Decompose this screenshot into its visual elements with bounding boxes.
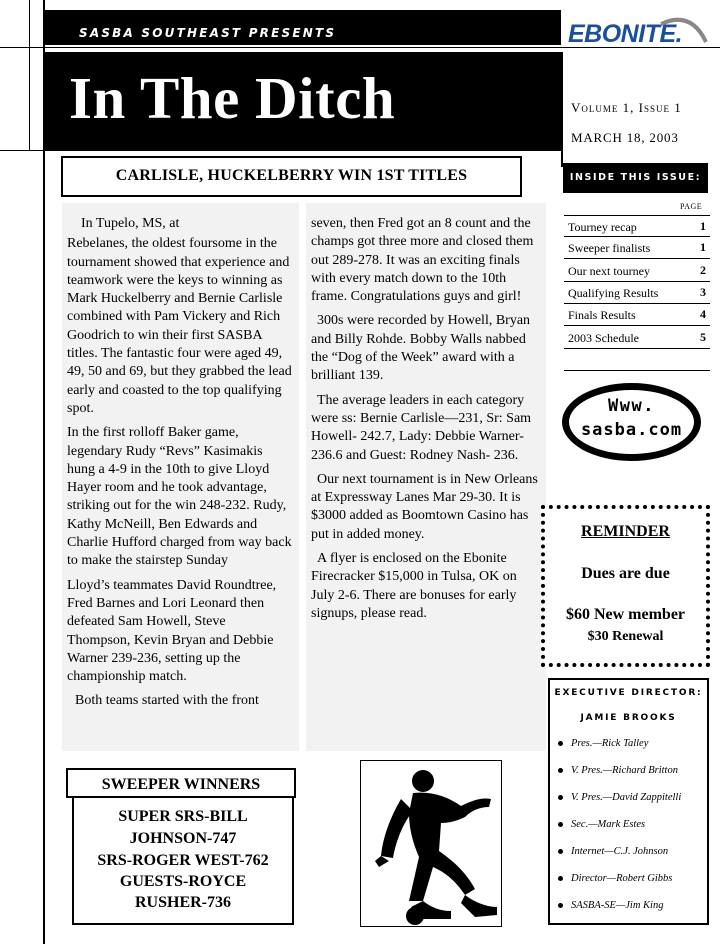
article-paragraph: The average leaders in each category were ss: Bernie Carlisle—231, Sr: Sam Howell- 242.7, Lady: Debbie Warner- 236.6 and Guest: Rodney Nash- 236. xyxy=(311,392,532,463)
officer-text: V. Pres.—David Zappitelli xyxy=(571,792,682,803)
executive-name: JAMIE BROOKS xyxy=(580,713,677,723)
article-paragraph: Rebelanes, the oldest foursome in the tournament showed that experience and teamwork were the keys to winning as Mark Huckelberry and Bernie Carlisle combined with Pam Vickery and Rich Goodrich to win their first SASBA titles. The fantastic four were aged 49, 49, 50 and 69, but they grabbed the lead early and coasted to the top qualifying spot. xyxy=(67,236,292,416)
frame-right-line xyxy=(561,52,563,167)
toc-item[interactable] xyxy=(564,327,710,349)
presents-bar xyxy=(43,10,561,45)
toc-item-page: 4 xyxy=(700,307,706,321)
sweeper-title: SWEEPER WINNERS xyxy=(101,776,261,793)
officer-text: Pres.—Rick Talley xyxy=(571,738,649,749)
page-column-label: PAGE xyxy=(680,202,703,211)
bullet-icon xyxy=(558,876,563,881)
sweeper-line: GUESTS-ROYCE xyxy=(119,873,247,890)
officer-text: V. Pres.—Richard Britton xyxy=(571,765,678,776)
website-line-1: Www. xyxy=(608,396,655,416)
toc-item-page: 2 xyxy=(700,263,706,277)
article-paragraph: Lloyd’s teammates David Roundtree, Fred Barnes and Lori Leonard then defeated Sam Howell, Steve Thompson, Kevin Bryan and Debbie Warner 239-236, setting up the championship match. xyxy=(67,577,277,685)
toc-item[interactable] xyxy=(564,260,710,282)
toc-item[interactable] xyxy=(564,237,710,259)
issue-date: MARCH 18, 2003 xyxy=(571,130,679,145)
toc-item[interactable] xyxy=(564,215,710,237)
bullet-icon xyxy=(558,849,563,854)
sweeper-header xyxy=(66,768,296,798)
article-column-1 xyxy=(67,215,292,717)
sweeper-box xyxy=(72,797,294,925)
toc-item[interactable] xyxy=(564,282,710,304)
sweeper-line: SRS-ROGER WEST-762 xyxy=(97,852,269,869)
article-paragraph: In the first rolloff Baker game, legendary Rudy “Revs” Kasimakis hung a 4-9 in the 10th to give Lloyd Hayer room and he took advantage, striking out for the win 248-232. Rudy, Kathy McNeill, Ben Edwards and Charlie Hufford charged from way back to make the stairstep Sunday xyxy=(67,425,292,569)
toc-item-page: 1 xyxy=(700,219,706,233)
reminder-renewal: $30 Renewal xyxy=(587,629,664,644)
officer-text: Internet—C.J. Johnson xyxy=(571,846,669,857)
reminder-dues: Dues are due xyxy=(581,565,670,582)
sweeper-line: JOHNSON-747 xyxy=(129,830,237,847)
executive-box xyxy=(548,678,709,925)
officer-text: Director—Robert Gibbs xyxy=(571,873,673,884)
officer-item xyxy=(558,900,663,911)
frame-outer-line xyxy=(29,0,30,150)
toc-item-label: 2003 Schedule xyxy=(568,331,639,345)
volume-issue xyxy=(571,100,682,116)
article-paragraph: seven, then Fred got an 8 count and the champs got three more and closed them out 289-278. It was an exciting finals with every match down to the 10th frame. Congratulations guys and girl! xyxy=(311,216,534,305)
executive-title: EXECUTIVE DIRECTOR: xyxy=(554,688,703,698)
article-paragraph: Our next tournament is in New Orleans at Expressway Lanes Mar 29-30. It is $3000 added as Boomtown Casino has put in added money. xyxy=(311,471,538,542)
toc-item-label: Sweeper finalists xyxy=(568,241,651,255)
officer-item xyxy=(558,765,678,776)
toc-item-page: 1 xyxy=(700,240,706,254)
officer-item xyxy=(558,792,681,803)
logo-text: EBONITE. xyxy=(568,20,683,48)
article-paragraph: In Tupelo, MS, at xyxy=(81,216,180,231)
bowler-silhouette-icon xyxy=(360,760,502,927)
inside-header-text: INSIDE THIS ISSUE: xyxy=(569,172,702,183)
officer-item xyxy=(558,873,672,884)
reminder-new-member: $60 New member xyxy=(565,606,686,623)
bullet-icon xyxy=(558,822,563,827)
newsletter-title: In The Ditch xyxy=(69,65,396,131)
article-column-2 xyxy=(311,215,539,629)
article-paragraph: A flyer is enclosed on the Ebonite Firecracker $15,000 in Tulsa, OK on July 2-6. There are bonuses for early signups, please read. xyxy=(311,551,517,621)
logo-swoosh-icon xyxy=(566,14,716,52)
officer-item xyxy=(558,819,645,830)
bowler-figure xyxy=(361,761,503,928)
volume-text: Volume 1, Issue 1 xyxy=(571,100,682,115)
toc-item[interactable] xyxy=(564,304,710,326)
website-badge[interactable] xyxy=(562,383,701,461)
sweeper-line: SUPER SRS-BILL xyxy=(118,808,248,825)
officer-text: SASBA-SE—Jim King xyxy=(571,900,664,911)
presents-text: SASBA SOUTHEAST PRESENTS xyxy=(79,26,337,40)
headline: CARLISLE, HUCKELBERRY WIN 1ST TITLES xyxy=(115,167,468,184)
frame-title-rule xyxy=(0,150,561,151)
officer-item xyxy=(558,738,648,749)
inside-header xyxy=(563,163,708,193)
article-paragraph: Both teams started with the front xyxy=(75,693,259,709)
bullet-icon xyxy=(558,741,563,746)
toc-item-label: Finals Results xyxy=(568,308,636,322)
headline-box xyxy=(61,156,522,197)
title-bar xyxy=(43,52,561,150)
officer-text: Sec.—Mark Estes xyxy=(571,819,646,830)
toc-bottom-rule xyxy=(564,370,710,371)
toc-item-label: Tourney recap xyxy=(568,220,637,234)
bullet-icon xyxy=(558,903,563,908)
officer-item xyxy=(558,846,668,857)
ebonite-logo xyxy=(566,14,716,52)
sweeper-line: RUSHER-736 xyxy=(134,894,231,911)
toc-item-page: 3 xyxy=(700,285,706,299)
toc-item-page: 5 xyxy=(700,330,706,344)
bullet-icon xyxy=(558,795,563,800)
toc-item-label: Qualifying Results xyxy=(568,286,659,300)
article-paragraph: 300s were recorded by Howell, Bryan and Billy Rohde. Bobby Walls nabbed the “Dog of the Week” award with a brilliant 139. xyxy=(311,313,531,384)
website-line-2: sasba.com xyxy=(580,420,683,440)
bullet-icon xyxy=(558,768,563,773)
reminder-title: REMINDER xyxy=(581,523,670,540)
reminder-box xyxy=(541,505,710,667)
toc-item-label: Our next tourney xyxy=(568,264,650,278)
